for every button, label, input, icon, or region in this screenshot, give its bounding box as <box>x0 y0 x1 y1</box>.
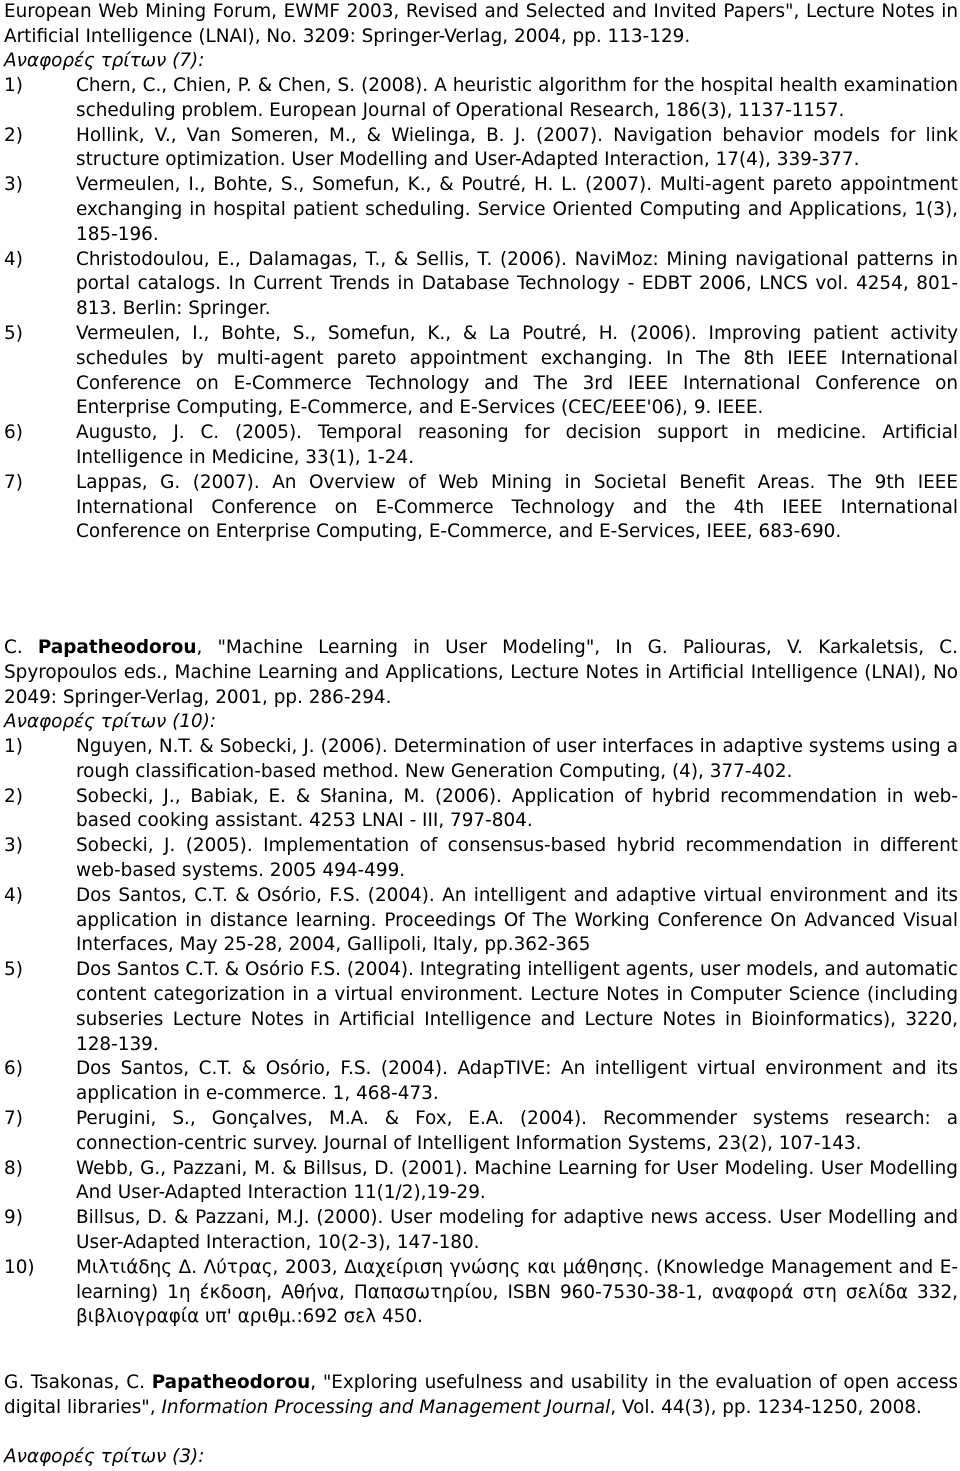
reference-list-1 <box>4 74 958 545</box>
reference-text: Sobecki, J., Babiak, E. & Słanina, M. (2006). Application of hybrid recommendation in web-based cooking assistant. 4253 LNAI - III, 797-804. <box>76 785 958 832</box>
paper-citation-3 <box>4 1371 958 1421</box>
citation-title: , "Exploring usefulness and usability in the evaluation of open access digital libraries", <box>4 1372 958 1418</box>
reference-text: Dos Santos, C.T. & Osório, F.S. (2004). An intelligent and adaptive virtual environment and its application in distance learning. Proceedings Of The Working Conference On Advanced Visual Interfaces, May 25-28, 2004, Gallipoli, Italy, pp.362-365 <box>76 884 958 956</box>
reference-text: Dos Santos C.T. & Osório F.S. (2004). Integrating intelligent agents, user models, and automatic content categorization in a virtual environment. Lecture Notes in Computer Science (including subseries Lecture Notes in Artificial Intelligence and Lecture Notes in Bioinformatics), 3220, 128-139. <box>76 959 958 1055</box>
reference-text: Μιλτιάδης Δ. Λύτρας, 2003, Διαχείριση γνώσης και μάθησης. (Knowledge Management and E-learning) 1η έκδοση, Αθήνα, Παπασωτηρίου, ISBN 960-7530-38-1, αναφορά στη σελίδα 332, βιβλιογραφία υπ' αριθμ.:692 σελ 450. <box>76 1256 958 1328</box>
reference-number: 5) <box>4 959 23 981</box>
reference-number: 5) <box>4 322 23 344</box>
reference-number: 9) <box>4 1207 23 1229</box>
reference-number: 4) <box>4 248 23 270</box>
reference-text: Christodoulou, E., Dalamagas, T., & Sellis, T. (2006). NaviMoz: Mining navigational patterns in portal catalogs. In Current Trends in Database Technology - EDBT 2006, LNCS vol. 4254, 801-813. Berlin: Springer. <box>76 248 958 320</box>
reference-number: 7) <box>4 471 23 493</box>
reference-list-2 <box>4 735 958 1330</box>
reference-item <box>4 834 958 884</box>
reference-number: 1) <box>4 75 23 96</box>
third-party-references-heading-3: Αναφορές τρίτων (3): <box>4 1446 205 1467</box>
reference-text: Sobecki, J. (2005). Implementation of consensus-based hybrid recommendation in different web-based systems. 2005 494-499. <box>76 835 958 881</box>
third-party-references-heading-1: Αναφορές τρίτων (7): <box>4 50 205 71</box>
reference-item <box>4 785 958 835</box>
reference-text: Chern, C., Chien, P. & Chen, S. (2008). A heuristic algorithm for the hospital health examination scheduling problem. European Journal of Operational Research, 186(3), 1137-1157. <box>76 75 958 121</box>
reference-item <box>4 884 958 958</box>
citation-authors: G. Tsakonas, C. <box>4 1372 152 1393</box>
citation-author-bold: Papatheodorou <box>151 1372 311 1393</box>
reference-item <box>4 1107 958 1157</box>
reference-number: 6) <box>4 422 23 444</box>
reference-number: 2) <box>4 785 23 807</box>
reference-text: Perugini, S., Gonçalves, M.A. & Fox, E.A. (2004). Recommender systems research: a connection-centric survey. Journal of Intelligent Information Systems, 23(2), 107-143. <box>76 1107 958 1154</box>
reference-number: 6) <box>4 1058 23 1080</box>
reference-text: Vermeulen, I., Bohte, S., Somefun, K., & La Poutré, H. (2006). Improving patient activity schedules by multi-agent pareto appointment exchanging. In The 8th IEEE International Conference on E-Commerce Technology and The 3rd IEEE International Conference on Enterprise Computing, E-Commerce, and E-Services (CEC/EEE'06), 9. IEEE. <box>76 322 958 419</box>
reference-item <box>4 248 958 322</box>
reference-item <box>4 958 958 1057</box>
reference-text: Dos Santos, C.T. & Osório, F.S. (2004). AdapTIVE: An intelligent virtual environment and its application in e-commerce. 1, 468-473. <box>76 1058 958 1105</box>
reference-number: 3) <box>4 174 23 196</box>
reference-text: Hollink, V., Van Someren, M., & Wielinga, B. J. (2007). Navigation behavior models for link structure optimization. User Modelling and User-Adapted Interaction, 17(4), 339-377. <box>76 124 958 171</box>
reference-item <box>4 124 958 174</box>
reference-item <box>4 471 958 545</box>
citation-details: , Vol. 44(3), pp. 1234-1250, 2008. <box>610 1396 922 1418</box>
reference-item <box>4 1057 958 1107</box>
third-party-references-heading-2: Αναφορές τρίτων (10): <box>4 711 217 732</box>
reference-item <box>4 1157 958 1207</box>
reference-number: 10) <box>4 1256 35 1278</box>
citation-journal: Information Processing and Management Journal <box>161 1396 611 1418</box>
citation-text: European Web Mining Forum, EWMF 2003, Revised and Selected and Invited Papers", Lecture Notes in Artificial Intelligence (LNAI), No. 3209: Springer-Verlag, 2004, pp. 113-129. <box>4 1 958 47</box>
reference-number: 8) <box>4 1157 23 1179</box>
reference-text: Nguyen, N.T. & Sobecki, J. (2006). Determination of user interfaces in adaptive systems using a rough classification-based method. New Generation Computing, (4), 377-402. <box>76 736 958 782</box>
paper-citation-2 <box>4 636 958 710</box>
citation-text: , "Machine Learning in User Modeling", In G. Paliouras, V. Karkaletsis, C. Spyropoulos eds., Machine Learning and Applications, Lecture Notes in Artificial Intelligence (LNAI), No 2049: Springer-Verlag, 2001, pp. 286-294. <box>4 637 958 708</box>
reference-item <box>4 421 958 471</box>
reference-number: 1) <box>4 736 23 757</box>
citation-author-prefix: C. <box>4 637 38 658</box>
reference-item <box>4 322 958 421</box>
reference-text: Billsus, D. & Pazzani, M.J. (2000). User modeling for adaptive news access. User Modelling and User-Adapted Interaction, 10(2-3), 147-180. <box>76 1207 958 1253</box>
reference-text: Webb, G., Pazzani, M. & Billsus, D. (2001). Machine Learning for User Modeling. User Modelling And User-Adapted Interaction 11(1/2),19-29. <box>76 1157 958 1204</box>
paper-citation-1 <box>4 0 958 50</box>
reference-number: 3) <box>4 835 23 857</box>
reference-number: 7) <box>4 1107 23 1129</box>
reference-number: 4) <box>4 884 23 906</box>
reference-item <box>4 173 958 247</box>
reference-item <box>4 74 958 124</box>
reference-number: 2) <box>4 124 23 146</box>
reference-item <box>4 1256 958 1330</box>
reference-item <box>4 735 958 785</box>
reference-text: Vermeulen, I., Bohte, S., Somefun, K., & Poutré, H. L. (2007). Multi-agent pareto appointment exchanging in hospital patient scheduling. Service Oriented Computing and Applications, 1(3), 185-196. <box>76 174 958 245</box>
reference-text: Augusto, J. C. (2005). Temporal reasoning for decision support in medicine. Artificial Intelligence in Medicine, 33(1), 1-24. <box>76 422 958 468</box>
reference-item <box>4 1206 958 1256</box>
reference-text: Lappas, G. (2007). An Overview of Web Mining in Societal Benefit Areas. The 9th IEEE International Conference on E-Commerce Technology and the 4th IEEE International Conference on Enterprise Computing, E-Commerce, and E-Services, IEEE, 683-690. <box>76 471 958 543</box>
citation-author-bold: Papatheodorou <box>37 637 197 658</box>
